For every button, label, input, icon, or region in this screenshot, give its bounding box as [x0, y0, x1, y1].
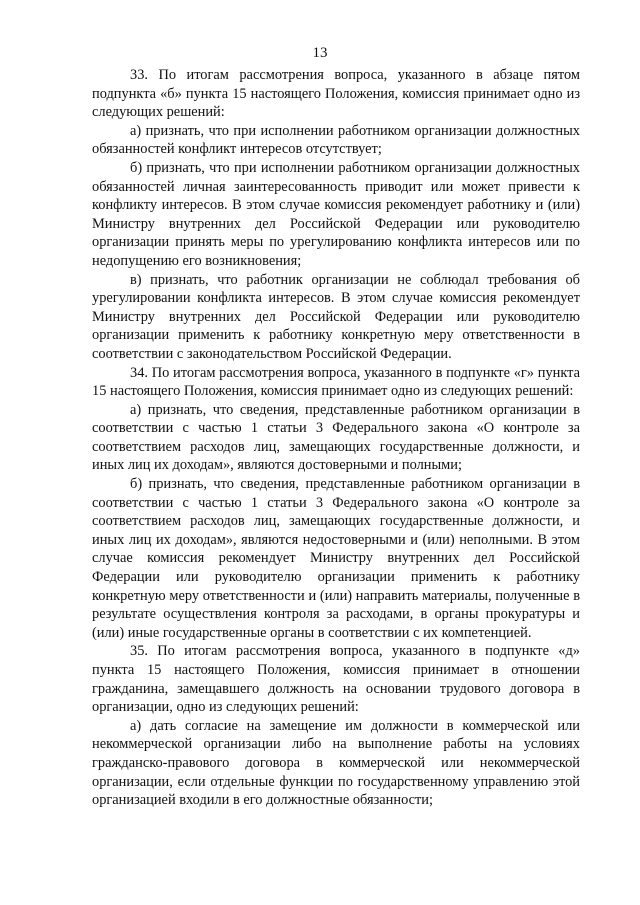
paragraph-33-b: б) признать, что при исполнении работником организации должностных обязанностей личная заинтересованность приводит или может привести к конфликту интересов. В этом случае комиссия рекомендует работнику и (или) Министру внутренних дел Российской Федерации или руководителю организации принять меры по урегулированию конфликта интересов или по недопущению его возникновения;: [92, 159, 580, 269]
document-body: [92, 66, 580, 810]
paragraph-34: 34. По итогам рассмотрения вопроса, указанного в подпункте «г» пункта 15 настоящего Положения, комиссия принимает одно из следующих решений:: [92, 364, 580, 400]
page-number: 13: [312, 45, 328, 61]
paragraph-35: 35. По итогам рассмотрения вопроса, указанного в подпункте «д» пункта 15 настоящего Положения, комиссия принимает в отношении гражданина, замещавшего должность на основании трудового договора в организации, одно из следующих решений:: [92, 643, 580, 716]
paragraph-33-v: в) признать, что работник организации не соблюдал требования об урегулировании конфликта интересов. В этом случае комиссия рекомендует Министру внутренних дел Российской Федерации или руководителю организации применить к работнику конкретную меру ответственности в соответствии с законодательством Российской Федерации.: [92, 271, 580, 362]
paragraph-34-b: б) признать, что сведения, представленные работником организации в соответствии с частью 1 статьи 3 Федерального закона «О контроле за соответствием расходов лиц, замещающих государственные должности, и иных лиц их доходам», являются недостоверными и (или) неполными. В этом случае комиссия рекомендует Министру внутренних дел Российской Федерации или руководителю организации применить к работнику конкретную меру ответственности и (или) направить материалы, полученные в результате осуществления контроля за расходами, в органы прокуратуры и (или) иные государственные органы в соответствии с их компетенцией.: [92, 476, 580, 641]
paragraph-33: 33. По итогам рассмотрения вопроса, указанного в абзаце пятом подпункта «б» пункта 15 настоящего Положения, комиссия принимает одно из следующих решений:: [92, 67, 580, 121]
paragraph-33-a: а) признать, что при исполнении работником организации должностных обязанностей конфликт интересов отсутствует;: [92, 122, 580, 158]
paragraph-34-a: а) признать, что сведения, представленные работником организации в соответствии с частью 1 статьи 3 Федерального закона «О контроле за соответствием расходов лиц, замещающих государственные должности, и иных лиц их доходам», являются достоверными и полными;: [92, 401, 580, 474]
paragraph-35-a: а) дать согласие на замещение им должности в коммерческой или некоммерческой организации либо на выполнение работы на условиях гражданско-правового договора в коммерческой или некоммерческой организации, если отдельные функции по государственному управлению этой организацией входили в его должностные обязанности;: [92, 717, 580, 809]
